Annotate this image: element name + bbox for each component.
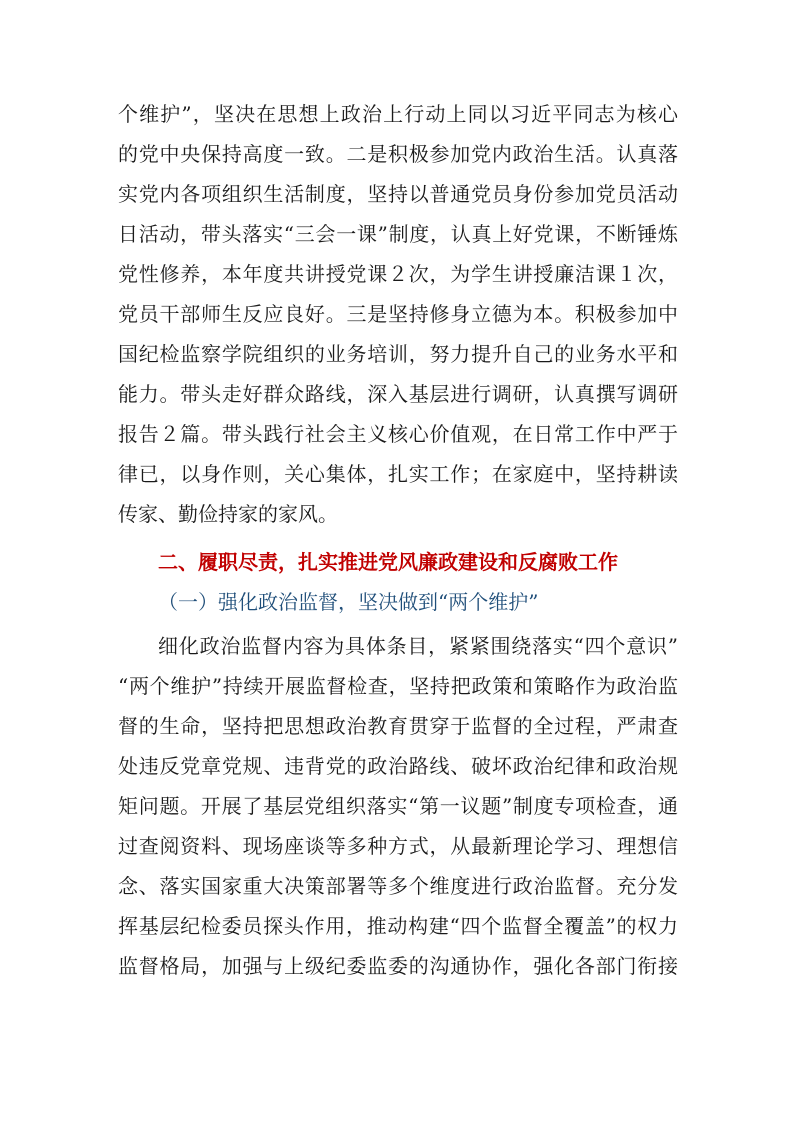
text-line: “两个维护”持续开展监督检查，坚持把政策和策略作为政治监 bbox=[118, 674, 678, 698]
document-body bbox=[118, 94, 678, 986]
text-line: 传家、勤俭持家的家风。 bbox=[118, 502, 338, 526]
text-line: 日活动，带头落实“三会一课”制度，认真上好党课，不断锤炼 bbox=[118, 222, 678, 246]
text-line: 党员干部师生反应良好。三是坚持修身立德为本。积极参加中 bbox=[118, 302, 678, 326]
text-line: 实党内各项组织生活制度，坚持以普通党员身份参加党员活动 bbox=[118, 182, 678, 206]
text-line: 能力。带头走好群众路线，深入基层进行调研，认真撰写调研 bbox=[118, 382, 678, 406]
text-line: 监督格局，加强与上级纪委监委的沟通协作，强化各部门衔接 bbox=[118, 954, 678, 978]
text-line: 细化政治监督内容为具体条目，紧紧围绕落实“四个意识” bbox=[158, 634, 678, 658]
text-line: 个维护”，坚决在思想上政治上行动上同以习近平同志为核心 bbox=[118, 102, 678, 126]
text-line: 律已，以身作则，关心集体，扎实工作；在家庭中，坚持耕读 bbox=[118, 462, 678, 486]
text-line: 矩问题。开展了基层党组织落实“第一议题”制度专项检查，通 bbox=[118, 794, 678, 818]
text-line: 念、落实国家重大决策部署等多个维度进行政治监督。充分发 bbox=[118, 874, 678, 898]
text-line: 国纪检监察学院组织的业务培训，努力提升自己的业务水平和 bbox=[118, 342, 678, 366]
section-heading-2: 二、履职尽责，扎实推进党风廉政建设和反腐败工作 bbox=[158, 550, 618, 574]
text-line: 的党中央保持高度一致。二是积极参加党内政治生活。认真落 bbox=[118, 142, 678, 166]
text-line: 党性修养，本年度共讲授党课２次，为学生讲授廉洁课１次， bbox=[118, 262, 678, 286]
section-heading-3: （一）强化政治监督，坚决做到“两个维护” bbox=[158, 590, 539, 614]
paragraph-1 bbox=[118, 94, 678, 534]
text-line: 挥基层纪检委员探头作用，推动构建“四个监督全覆盖”的权力 bbox=[118, 914, 678, 938]
text-line: 过查阅资料、现场座谈等多种方式，从最新理论学习、理想信 bbox=[118, 834, 678, 858]
text-line: 督的生命，坚持把思想政治教育贯穿于监督的全过程，严肃查 bbox=[118, 714, 678, 738]
text-line: 报告２篇。带头践行社会主义核心价值观，在日常工作中严于 bbox=[118, 422, 678, 446]
paragraph-2 bbox=[118, 626, 678, 986]
text-line: 处违反党章党规、违背党的政治路线、破坏政治纪律和政治规 bbox=[118, 754, 678, 778]
